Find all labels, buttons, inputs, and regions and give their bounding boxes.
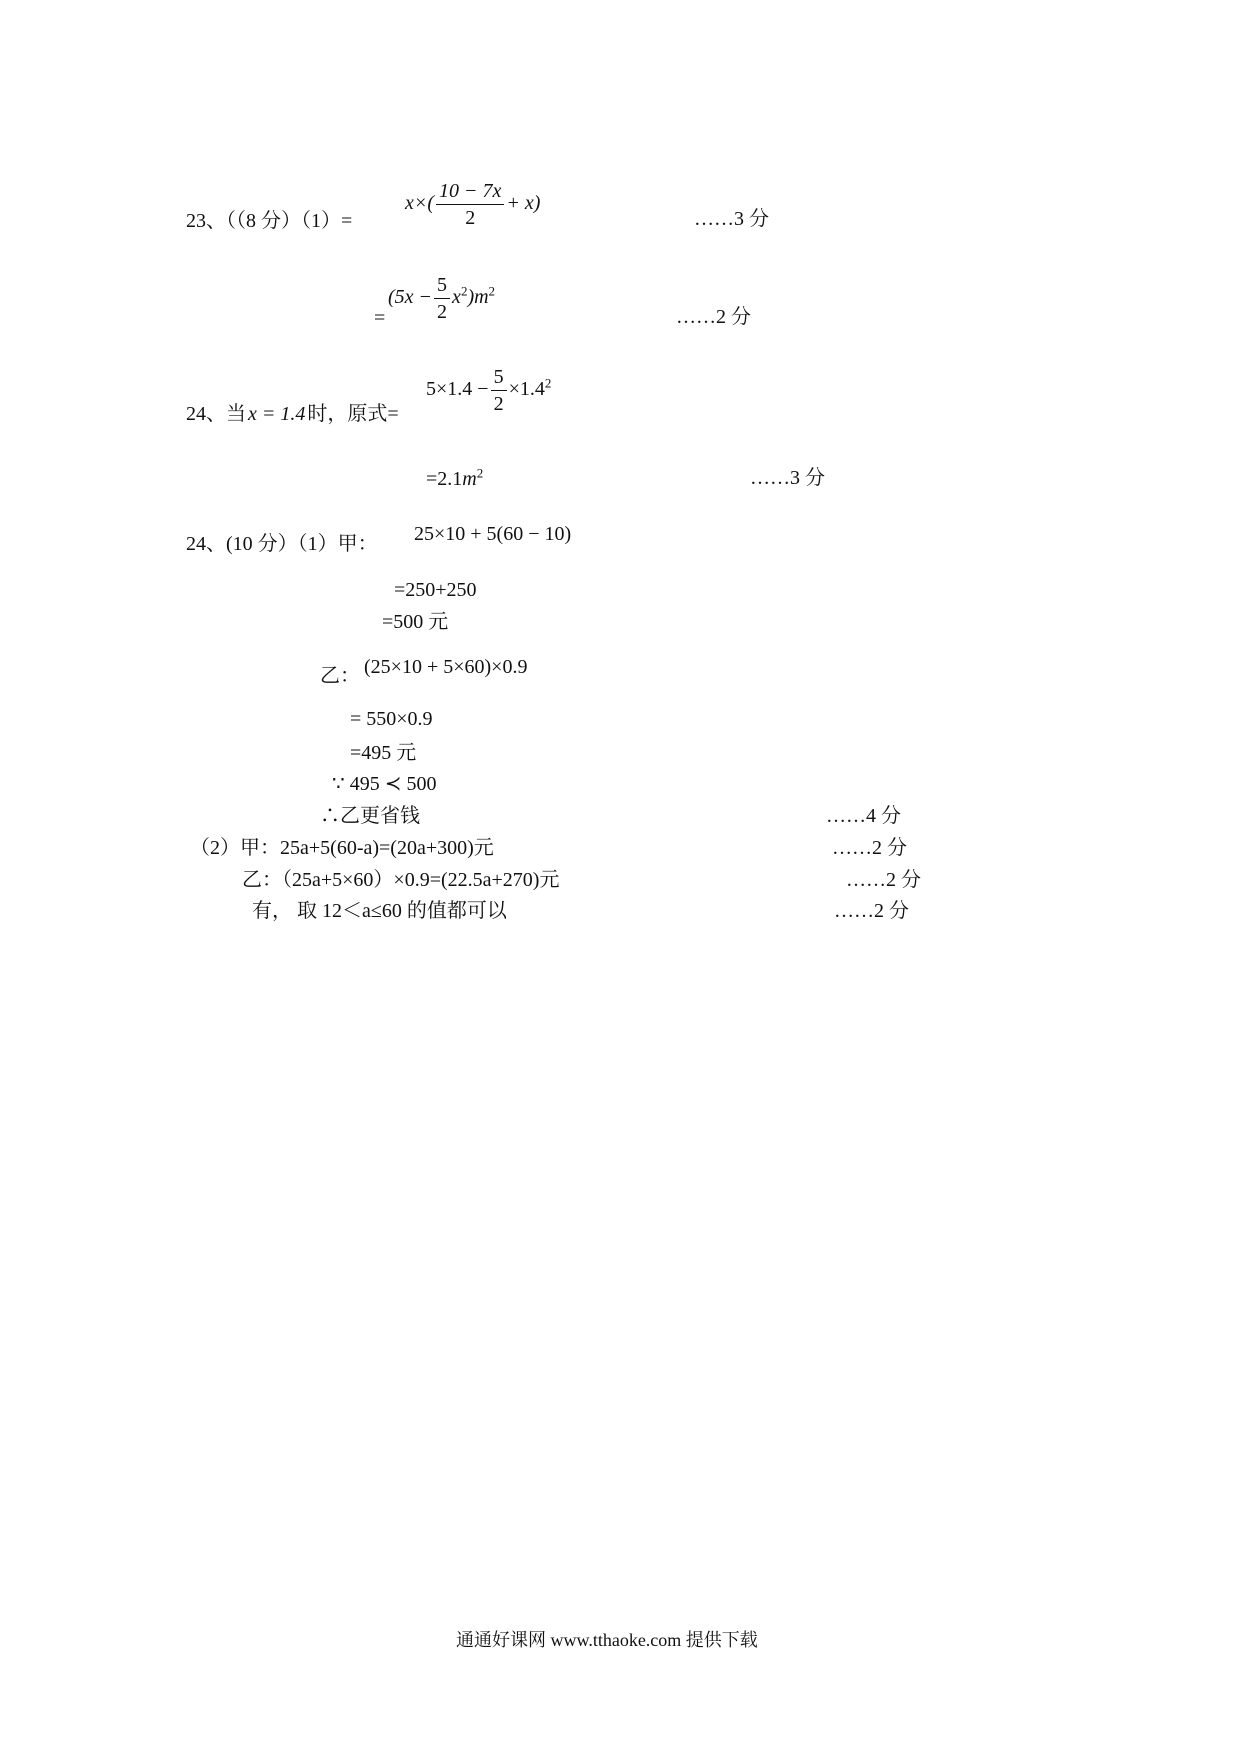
q24b-p2-jia: （2）甲：25a+5(60-a)=(20a+300)元 [190,837,494,859]
q24a-frac [491,364,507,417]
q24b-jia-s1: =250+250 [394,579,477,601]
q24b-jia-expr: 25×10 + 5(60 − 10) [414,523,572,545]
q24b-yi-s1: = 550×0.9 [350,708,433,730]
q24a-line [186,402,399,426]
q24a-result [426,467,483,491]
q24b-p2-yi-score: ……2 分 [846,869,921,891]
q23-l2-frac [434,272,450,325]
q24a-expr [426,364,551,417]
q23-l2-mid: x [452,286,461,309]
q24b-p2-you: 有， 取 12＜a≤60 的值都可以 [252,900,507,922]
q24a-score: ……3 分 [750,467,825,489]
q23-l2-num: 5 [434,272,450,299]
q24b-yi-expr: (25×10 + 5×60)×0.9 [364,656,528,678]
q23-l1-frac [436,178,504,231]
q24a-mid: 时，原式= [307,403,399,425]
q24b-p2-yi: 乙：（25a+5×60）×0.9=(22.5a+270)元 [242,869,560,891]
q23-l1-post: + x) [506,192,541,215]
q24a-num: 5 [491,364,507,391]
q24b-yi-s2: =495 元 [350,742,417,764]
q23-l2-eq: = [374,307,386,329]
page-footer: 通通好课网 www.tthaoke.com 提供下载 [456,1630,758,1650]
q24b-prefix: 24、(10 分）（1）甲： [186,533,378,555]
q24b-therefore: ∴乙更省钱 [320,805,420,827]
q23-l2-pre: (5x − [388,286,433,309]
q24a-r-unit: m [462,468,477,490]
q23-l2-den: 2 [437,301,448,323]
q23-prefix: 23、（（8 分）（1）= [186,210,353,232]
q24b-p2-jia-score: ……2 分 [832,837,907,859]
q23-l1-pre: x×( [405,192,435,215]
q23-l2-score: ……2 分 [676,306,751,328]
q24a-r-sup: 2 [476,465,484,481]
q23-expr-2 [388,272,495,325]
q23-expr-1 [405,178,540,231]
q23-l2-post: )m [467,286,489,309]
q24a-cond: x = 1.4 [248,403,306,425]
q23-l2-sup2: 2 [488,283,496,299]
q24b-because: ∵ 495 ≺ 500 [332,773,437,795]
q24a-den: 2 [493,393,504,415]
q23-l1-score: ……3 分 [694,208,769,230]
q24a-expr-post: ×1.4 [508,378,545,401]
q23-l1-den: 2 [465,207,476,229]
q24a-prefix: 24、当 [186,403,246,425]
q24b-yi-label: 乙： [320,665,360,687]
q24a-r-pre: =2.1 [426,468,463,490]
q24a-expr-sup: 2 [544,375,552,391]
q24a-expr-pre: 5×1.4 − [426,378,489,401]
q24b-p2-you-score: ……2 分 [834,900,909,922]
q24b-score4: ……4 分 [826,805,901,827]
q23-l1-num: 10 − 7x [436,178,504,205]
q24b-jia-s2: =500 元 [382,611,449,633]
q23-l2-sup: 2 [460,283,468,299]
